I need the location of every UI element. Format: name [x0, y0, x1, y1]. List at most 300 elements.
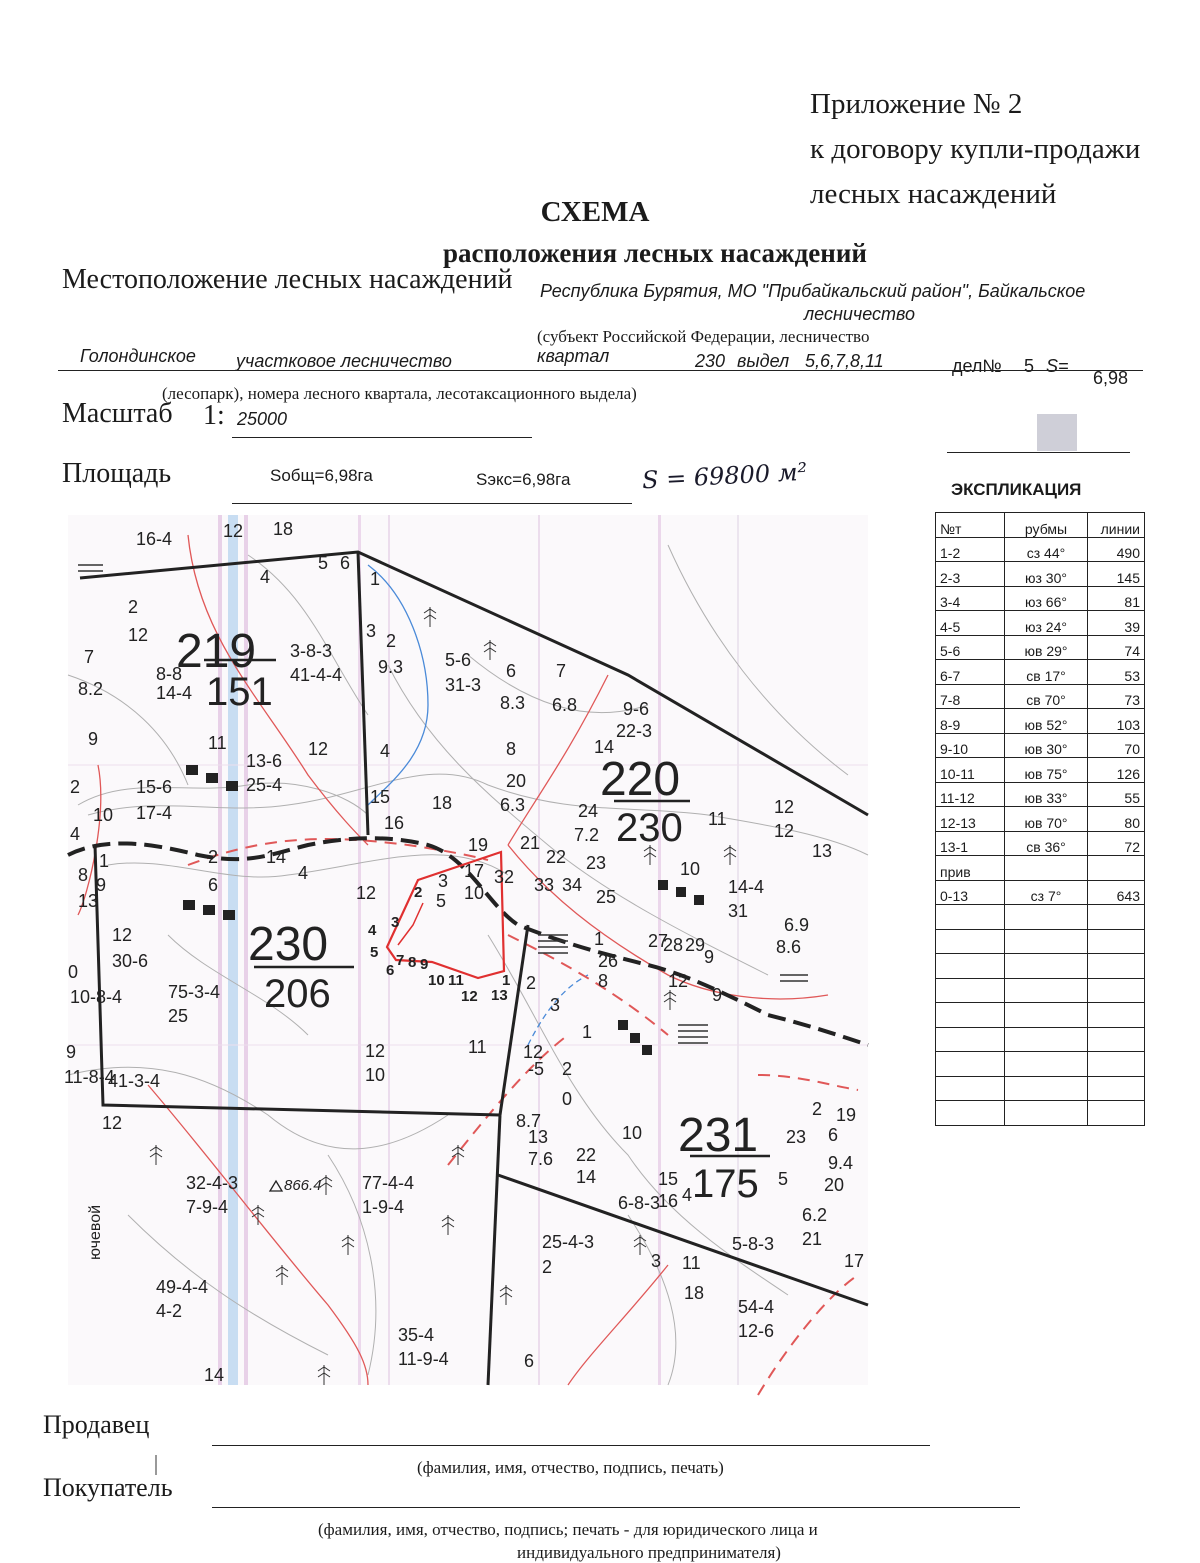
quarter-230-number: 230: [248, 918, 329, 971]
stand-label: 14: [204, 1365, 225, 1385]
stand-label: 18: [432, 793, 453, 813]
appendix-line-3: лесных насаждений: [810, 178, 1057, 210]
stand-label: 20: [506, 771, 527, 791]
stand-label: 1: [594, 929, 605, 949]
table-row: [936, 1101, 1145, 1126]
scale-underline: [232, 437, 532, 438]
stand-label: 2: [386, 631, 397, 651]
stand-label: 8.6: [776, 937, 802, 957]
stand-label: 22: [576, 1145, 597, 1165]
stand-label: 11-8-4: [64, 1067, 115, 1087]
cell-length: [1088, 905, 1145, 930]
stand-label: 12: [774, 821, 795, 841]
vydel-label: выдел: [737, 351, 790, 371]
stand-label: 10: [464, 883, 485, 903]
cell-point: [936, 1076, 1005, 1101]
cell-bearing: [1005, 929, 1088, 954]
stand-label: 12: [356, 883, 377, 903]
stand-label: 7.6: [528, 1149, 554, 1169]
blank-field-underline: [947, 452, 1130, 453]
plot-point-label: 4: [368, 922, 377, 939]
s-label: S=: [1046, 356, 1069, 376]
stand-label: 7-9-4: [186, 1197, 229, 1217]
cell-length: 70: [1088, 733, 1145, 758]
table-row: [936, 1027, 1145, 1052]
cell-bearing: юз 24°: [1005, 611, 1088, 636]
cell-point: 2-3: [936, 562, 1005, 587]
stand-label: 0: [562, 1089, 573, 1109]
cell-point: 5-6: [936, 635, 1005, 660]
stand-label: 7: [84, 647, 95, 667]
plot-point-label: 10: [428, 972, 445, 989]
stand-label: 15: [658, 1169, 679, 1189]
stand-label: 26: [598, 951, 619, 971]
location-value-1: Республика Бурятия, МО "Прибайкальский район", Байкальское: [540, 281, 1086, 301]
quarter-231-number: 231: [678, 1109, 759, 1162]
cell-point: 4-5: [936, 611, 1005, 636]
table-row: [936, 1076, 1145, 1101]
stand-label: 11: [708, 809, 727, 829]
cell-length: 73: [1088, 684, 1145, 709]
stand-label: 19: [468, 835, 489, 855]
stand-label: 8-8: [156, 664, 183, 684]
stand-label: 16: [658, 1191, 679, 1211]
cell-bearing: юв 70°: [1005, 807, 1088, 832]
quarter-220-area: 230: [616, 806, 683, 850]
stand-label: 31: [728, 901, 749, 921]
cell-point: [936, 978, 1005, 1003]
quarter-219-number: 219: [176, 625, 257, 678]
stand-label: 7.2: [574, 825, 600, 845]
cell-length: [1088, 978, 1145, 1003]
stand-label: 21: [520, 833, 541, 853]
stand-label: 6: [340, 553, 351, 573]
cell-length: [1088, 1076, 1145, 1101]
explication-title: ЭКСПЛИКАЦИЯ: [951, 480, 1082, 499]
stand-label: 4: [70, 824, 81, 844]
stand-label: 4: [298, 863, 309, 883]
cell-bearing: св 70°: [1005, 684, 1088, 709]
stand-label: 10-8-4: [70, 987, 123, 1007]
stand-label: 2: [70, 777, 81, 797]
table-row: [936, 562, 1145, 587]
stand-label: 8.2: [78, 679, 104, 699]
stand-label: 5: [318, 553, 329, 573]
stand-label: 14: [576, 1167, 597, 1187]
stand-label: 41-4-4: [290, 665, 343, 685]
stand-label: 32-4-3: [186, 1173, 239, 1193]
table-row: [936, 611, 1145, 636]
stand-label: 1: [370, 569, 381, 589]
stand-label: 12-6: [738, 1321, 775, 1341]
table-row: [936, 880, 1145, 905]
stand-label: 5-6: [445, 650, 472, 670]
plot-point-label: 12: [461, 988, 478, 1005]
stand-label: 12: [668, 971, 689, 991]
stand-label: 17-4: [136, 803, 173, 823]
stand-label: 27: [648, 931, 669, 951]
col-header-point: №т: [936, 513, 1005, 538]
area-underline: [232, 503, 632, 504]
s-value: 6,98: [1093, 368, 1129, 388]
stand-label: 17: [844, 1251, 865, 1271]
stand-label: 8.3: [500, 693, 526, 713]
stand-label: 14-4: [156, 683, 193, 703]
plot-point-label: 6: [386, 962, 395, 979]
table-row: [936, 733, 1145, 758]
stand-label: 4: [380, 741, 391, 761]
table-row: [936, 1052, 1145, 1077]
location-value-2: лесничество: [804, 304, 916, 324]
seller-hint: (фамилия, имя, отчество, подпись, печать): [417, 1458, 724, 1477]
stand-label: 13: [812, 841, 833, 861]
stand-label: 11-9-4: [398, 1349, 449, 1369]
scale-label: Масштаб: [62, 398, 173, 429]
area-exp: Sэкс=6,98га: [476, 470, 571, 489]
table-row: [936, 1003, 1145, 1028]
stand-label: 18: [273, 519, 294, 539]
stand-label: 20: [824, 1175, 845, 1195]
stand-label: 12: [774, 797, 795, 817]
cell-bearing: юв 30°: [1005, 733, 1088, 758]
location-underline: [58, 370, 1143, 371]
stand-label: 8: [506, 739, 517, 759]
stand-label: 3: [651, 1251, 662, 1271]
stand-label: 10: [680, 859, 701, 879]
quarter-220-number: 220: [600, 753, 681, 806]
stand-label: 11: [682, 1253, 701, 1273]
stand-label: 2: [208, 847, 219, 867]
stand-label: 10: [93, 805, 114, 825]
stand-label: 12: [523, 1042, 544, 1062]
cell-length: [1088, 1052, 1145, 1077]
cell-length: 53: [1088, 660, 1145, 685]
table-row: [936, 758, 1145, 783]
cell-length: 643: [1088, 880, 1145, 905]
cell-bearing: [1005, 1003, 1088, 1028]
table-row: [936, 660, 1145, 685]
explication-body: [936, 537, 1145, 1125]
stand-label: 16-4: [136, 529, 173, 549]
stand-label: 54-4: [738, 1297, 775, 1317]
vydel-value: 5,6,7,8,11: [805, 351, 884, 371]
stand-label: 13-6: [246, 751, 283, 771]
stand-label: 12: [112, 925, 133, 945]
cell-length: 55: [1088, 782, 1145, 807]
table-row: [936, 856, 1145, 881]
plot-point-label: 5: [370, 944, 379, 961]
cell-length: [1088, 1027, 1145, 1052]
cell-point: 12-13: [936, 807, 1005, 832]
cell-length: [1088, 954, 1145, 979]
stand-label: 9.3: [378, 657, 404, 677]
cell-point: 6-7: [936, 660, 1005, 685]
stand-label: 12: [223, 521, 244, 541]
cell-point: 8-9: [936, 709, 1005, 734]
cell-length: 490: [1088, 537, 1145, 562]
quarter-230-area: 206: [264, 972, 331, 1016]
stand-label: 14: [266, 847, 287, 867]
cell-bearing: [1005, 856, 1088, 881]
table-row: [936, 537, 1145, 562]
cell-bearing: [1005, 1076, 1088, 1101]
cell-bearing: юв 75°: [1005, 758, 1088, 783]
cell-length: 81: [1088, 586, 1145, 611]
cell-bearing: сз 7°: [1005, 880, 1088, 905]
stand-label: 9-6: [623, 699, 650, 719]
table-row: [936, 929, 1145, 954]
stand-label: 49-4-4: [156, 1277, 209, 1297]
stand-label: 11: [468, 1037, 487, 1057]
stand-label: 1: [99, 851, 110, 871]
stand-label: 30-6: [112, 951, 149, 971]
stand-label: 14: [594, 737, 615, 757]
buyer-underline: [212, 1507, 1020, 1508]
buyer-hint-1: (фамилия, имя, отчество, подпись; печать - для юридического лица и: [318, 1520, 818, 1539]
doc-title: СХЕМА: [540, 196, 650, 228]
cell-bearing: юв 52°: [1005, 709, 1088, 734]
stand-label: 17: [464, 861, 485, 881]
cell-point: 11-12: [936, 782, 1005, 807]
stand-label: 31-3: [445, 675, 482, 695]
cell-length: 74: [1088, 635, 1145, 660]
doc-subtitle: расположения лесных насаждений: [443, 238, 867, 268]
cell-point: [936, 954, 1005, 979]
stand-label: 6: [506, 661, 517, 681]
stand-label: 6: [828, 1125, 839, 1145]
stand-label: 9: [96, 875, 107, 895]
cell-length: 103: [1088, 709, 1145, 734]
table-row: [936, 684, 1145, 709]
stand-label: 12: [128, 625, 149, 645]
forest-map: [64, 515, 868, 1385]
stand-label: 25: [168, 1006, 189, 1026]
stand-label: 19: [836, 1105, 857, 1125]
district-name: участковое лесничество: [236, 351, 452, 371]
stand-label: 35-4: [398, 1325, 435, 1345]
col-header-length: линии: [1088, 513, 1145, 538]
stand-label: 18: [684, 1283, 705, 1303]
table-row: [936, 831, 1145, 856]
cell-bearing: св 17°: [1005, 660, 1088, 685]
cell-point: 13-1: [936, 831, 1005, 856]
stand-label: 2: [526, 973, 537, 993]
table-header-row: [936, 513, 1145, 538]
stand-label: 25-4-3: [542, 1232, 595, 1252]
table-row: [936, 807, 1145, 832]
kvartal-label: квартал: [537, 346, 610, 366]
cell-length: [1088, 1003, 1145, 1028]
cell-bearing: св 36°: [1005, 831, 1088, 856]
table-row: [936, 635, 1145, 660]
cell-length: 145: [1088, 562, 1145, 587]
buyer-hint-2: индивидуального предпринимателя): [517, 1543, 781, 1562]
stand-label: 5: [436, 891, 447, 911]
stand-label: 10: [365, 1065, 386, 1085]
cell-length: [1088, 856, 1145, 881]
cell-bearing: [1005, 954, 1088, 979]
stand-label: 15-6: [136, 777, 173, 797]
stand-label: 8: [598, 971, 609, 991]
stand-label: 3: [550, 995, 561, 1015]
stand-label: 13: [78, 891, 99, 911]
stand-label: 2: [562, 1059, 573, 1079]
stand-label: 3-8-3: [290, 641, 333, 661]
cell-length: 72: [1088, 831, 1145, 856]
quarter-231-area: 175: [692, 1162, 759, 1206]
cell-point: 3-4: [936, 586, 1005, 611]
stand-label: 41-3-4: [108, 1071, 161, 1091]
stream-name: ючевой: [87, 1204, 104, 1260]
cell-bearing: [1005, 1052, 1088, 1077]
appendix-line-1: Приложение № 2: [810, 88, 1023, 120]
cell-length: [1088, 1101, 1145, 1126]
stand-label: 12: [365, 1041, 386, 1061]
cell-bearing: юв 33°: [1005, 782, 1088, 807]
stand-label: 5: [778, 1169, 789, 1189]
stand-label: 22-3: [616, 721, 653, 741]
table-row: [936, 978, 1145, 1003]
seller-underline: [212, 1445, 930, 1446]
buyer-label: Покупатель: [43, 1473, 173, 1502]
stand-label: 6-8-3: [618, 1193, 661, 1213]
stand-label: 8.7: [516, 1111, 542, 1131]
cell-point: [936, 1101, 1005, 1126]
plot-point-label: 8: [408, 954, 417, 971]
stand-label: 2: [812, 1099, 823, 1119]
stand-label: 25-4: [246, 775, 283, 795]
cell-point: [936, 905, 1005, 930]
cell-point: 0-13: [936, 880, 1005, 905]
cell-bearing: юв 29°: [1005, 635, 1088, 660]
stand-label: 9: [66, 1042, 77, 1062]
cell-point: [936, 929, 1005, 954]
map-canvas: [64, 515, 868, 1385]
location-label: Местоположение лесных насаждений: [62, 264, 513, 295]
cell-point: 7-8: [936, 684, 1005, 709]
plot-point-label: 11: [448, 972, 464, 989]
seller-label: Продавец: [43, 1410, 150, 1439]
stand-label: 9: [88, 729, 99, 749]
col-header-bearing: рубмы: [1005, 513, 1088, 538]
plot-point-label: 1: [502, 972, 511, 989]
area-label: Площадь: [62, 458, 172, 489]
scale-prefix: 1:: [203, 400, 225, 431]
stand-label: 1-9-4: [362, 1197, 405, 1217]
stand-label: 33: [534, 875, 555, 895]
area-total: Sобщ=6,98га: [270, 466, 373, 485]
elevation-label: 866.4: [284, 1177, 322, 1194]
stand-label: 3: [438, 871, 449, 891]
cell-bearing: юз 66°: [1005, 586, 1088, 611]
stand-label: 0: [68, 962, 79, 982]
scale-value: 25000: [237, 409, 288, 429]
stand-label: 24: [578, 801, 599, 821]
stand-label: -5: [528, 1059, 545, 1079]
cell-point: 1-2: [936, 537, 1005, 562]
stand-label: 21: [802, 1229, 823, 1249]
cell-bearing: [1005, 978, 1088, 1003]
area-handwritten: S = 69800 м²: [641, 457, 808, 495]
cell-point: 10-11: [936, 758, 1005, 783]
stand-label: 28: [663, 935, 684, 955]
stand-label: 22: [546, 847, 567, 867]
cell-point: прив: [936, 856, 1005, 881]
location-hint-1: (субъект Российской Федерации, лесничество: [537, 327, 870, 346]
stand-label: 9: [704, 947, 715, 967]
table-row: [936, 954, 1145, 979]
stand-label: 10: [622, 1123, 643, 1143]
quarter-219-area: 151: [206, 670, 273, 714]
stand-label: 5-8-3: [732, 1234, 775, 1254]
stand-label: 6: [208, 875, 219, 895]
stand-label: 12: [308, 739, 329, 759]
cell-point: [936, 1027, 1005, 1052]
stand-label: 2: [128, 597, 139, 617]
cell-bearing: сз 44°: [1005, 537, 1088, 562]
stand-label: 13: [528, 1127, 549, 1147]
cell-length: 39: [1088, 611, 1145, 636]
del-label: дел№: [952, 356, 1002, 376]
forestry-name: Голондинское: [80, 346, 196, 366]
stand-label: 16: [384, 813, 405, 833]
stand-label: 25: [596, 887, 617, 907]
stand-label: 6: [524, 1351, 535, 1371]
stand-label: 6.2: [802, 1205, 828, 1225]
stand-label: 4-2: [156, 1301, 183, 1321]
stand-label: 6.3: [500, 795, 526, 815]
kvartal-value: 230: [695, 351, 726, 371]
stand-label: 9: [712, 985, 723, 1005]
stand-label: 2: [542, 1257, 553, 1277]
stand-label: 23: [786, 1127, 807, 1147]
stand-label: 3: [366, 621, 377, 641]
cell-length: 126: [1088, 758, 1145, 783]
stand-label: 34: [562, 875, 583, 895]
stand-label: 15: [370, 787, 391, 807]
cell-bearing: [1005, 1101, 1088, 1126]
plot-point-label: 9: [420, 956, 429, 973]
cell-point: [936, 1052, 1005, 1077]
table-row: [936, 905, 1145, 930]
table-row: [936, 586, 1145, 611]
cell-length: 80: [1088, 807, 1145, 832]
table-row: [936, 782, 1145, 807]
stand-label: 9.4: [828, 1153, 854, 1173]
cell-bearing: [1005, 1027, 1088, 1052]
grey-stamp: [1037, 414, 1077, 451]
stand-label: 29: [685, 935, 706, 955]
stand-label: 77-4-4: [362, 1173, 415, 1193]
stand-label: 23: [586, 853, 607, 873]
plot-point-label: 7: [396, 952, 405, 969]
stand-label: 6.9: [784, 915, 810, 935]
cell-bearing: юз 30°: [1005, 562, 1088, 587]
plot-point-label: 2: [414, 884, 423, 901]
stand-label: 4: [682, 1185, 693, 1205]
stand-label: 75-3-4: [168, 982, 221, 1002]
stand-label: 32: [494, 867, 515, 887]
stand-label: 11: [208, 733, 227, 753]
del-value: 5: [1024, 356, 1035, 376]
cell-bearing: [1005, 905, 1088, 930]
stand-label: 8: [78, 865, 89, 885]
cell-point: [936, 1003, 1005, 1028]
cell-length: [1088, 929, 1145, 954]
stand-label: 14-4: [728, 877, 765, 897]
explication-table: [935, 512, 1145, 1126]
stand-label: 6.8: [552, 695, 578, 715]
